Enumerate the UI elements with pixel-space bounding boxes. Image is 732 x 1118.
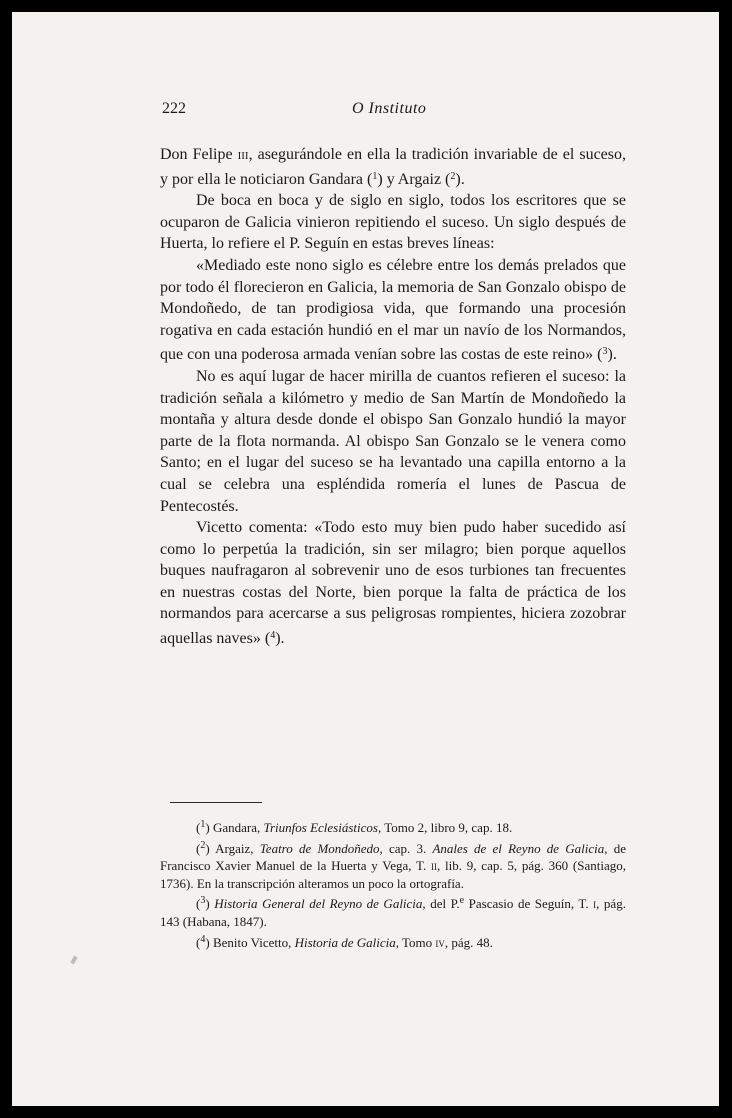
footnote-ref: 3	[602, 346, 608, 358]
footnotes	[160, 816, 626, 951]
footnote-number: 1	[200, 819, 206, 830]
page-number: 222	[162, 100, 186, 117]
text-run: , pág. 48.	[444, 934, 493, 950]
text-run: , cap. 3.	[379, 840, 433, 856]
text-run: , Tomo 2, libro 9, cap. 18.	[377, 820, 513, 835]
text-run: Don Felipe	[160, 146, 238, 163]
roman-numeral: iv	[435, 934, 445, 950]
footnote-number: 4	[200, 933, 206, 945]
footnote-divider	[170, 802, 262, 803]
book-page	[12, 12, 719, 1106]
text-run: ).	[275, 630, 285, 648]
footnote-2: ($^2$) Argaiz, Teatro de Mondoñedo, cap. 3. Anales de el Reyno de Galicia, de Francisco Xavier Manuel de la Huerta y Vega, T. ii, lib. 9, cap. 5, pág. 360 (Santiago, 1736). En la transcripción alteramos un poco la ortografía.	[160, 839, 626, 891]
paragraph-4: No es aquí lugar de hacer mirilla de cuantos refieren el suceso: la tradición señala a kilómetro y medio de San Martín de Mondoñedo la montaña y altura desde donde el obispo San Gonzalo hundió la mayor parte de la flota normanda. Al obispo San Gonzalo se le venera como Santo; en el lugar del suceso se ha levantado una capilla entorno a la cual se celebra una espléndida romería el lunes de Pascua de Pentecostés.	[160, 367, 626, 515]
footnote-4: ($^4$) Benito Vicetto, Historia de Galicia, Tomo iv, pág. 48.	[196, 933, 493, 950]
text-run: Gandara,	[212, 820, 264, 835]
footnote-number: 2	[200, 839, 206, 851]
text-run: ).	[455, 170, 465, 188]
book-title: Anales de el Reyno de Galicia	[432, 840, 605, 856]
roman-numeral: ii	[431, 858, 438, 874]
book-title: Historia de Galicia	[294, 934, 396, 950]
paper-speck	[70, 956, 77, 965]
footnote-1: ($^1$) Gandara, Triunfos Eclesiásticos, Tomo 2, libro 9, cap. 18.	[196, 819, 513, 835]
paragraph-5	[160, 517, 626, 650]
text-run: Argaiz,	[215, 840, 260, 856]
roman-numeral: iii	[237, 146, 249, 163]
book-title: Teatro de Mondoñedo	[259, 840, 380, 856]
paragraph-1	[160, 144, 626, 190]
text-run: «Mediado este nono siglo es célebre entre los demás prelados que por todo él florecieron en Galicia, la memoria de San Gonzalo obispo de Mondoñedo, de tan prodigiosa vida, que formando una procesión rogativa en cada estación hundió en el mar un navío de los Normandos, que con una poderosa armada venían sobre las costas de este reino» (	[160, 256, 626, 364]
text-run: ) y Argaiz (	[377, 170, 451, 188]
running-title: O Instituto	[352, 100, 427, 117]
text-run: , Tomo	[395, 934, 436, 950]
footnote-ref: 2	[450, 170, 456, 182]
roman-numeral: i	[593, 896, 597, 912]
paragraph-3-quote	[160, 255, 626, 366]
footnote-3: ($^3$) Historia General del Reyno de Galicia, del P.$^e$ Pascasio de Seguín, T. i, pág. 143 (Habana, 1847).	[160, 895, 626, 929]
text-run: Pascasio de Seguín, T.	[464, 896, 594, 912]
book-title: Triunfos Eclesiásticos	[263, 820, 378, 835]
footnote-ref: 1	[372, 170, 378, 182]
abbrev-superscript: e	[459, 895, 465, 907]
text-run: Benito Vicetto,	[212, 934, 295, 950]
text-run: , de Francisco Xavier Manuel de la Huerta y Vega, T.	[160, 840, 626, 874]
paragraph-2: De boca en boca y de siglo en siglo, todos los escritores que se ocuparon de Galicia vinieron repitiendo el suceso. Un siglo después de Huerta, lo refiere el P. Seguín en estas breves líneas:	[160, 192, 626, 253]
footnote-number: 3	[200, 895, 206, 907]
text-run: Vicetto comenta: «Todo esto muy bien pudo haber sucedido así como lo perpetúa la tradición, sin ser milagro; bien porque aquellos buques naufragaron al sobrevenir uno de esos turbiones tan frecuentes en nuestras costas del Norte, bien porque la falta de práctica de los normandos para acercarse a sus peligrosas rompientes, hiciera zozobrar aquellas naves» (	[160, 519, 626, 648]
footnote-ref: 4	[270, 630, 276, 642]
text-run: , lib. 9, cap. 5, pág. 360 (Santiago, 1736). En la transcripción alteramos un poco la ortografía.	[160, 858, 626, 891]
running-header	[162, 100, 642, 124]
text-run: , asegurándole en ella la tradición invariable de el suceso, y por ella le noticiaron Gandara (	[160, 146, 626, 188]
text-run: , pág. 143 (Habana, 1847).	[160, 896, 626, 929]
book-title: Historia General del Reyno de Galicia	[214, 896, 423, 912]
text-run: , del P.	[422, 896, 460, 912]
main-text	[160, 144, 626, 650]
text-run: ).	[607, 346, 617, 364]
